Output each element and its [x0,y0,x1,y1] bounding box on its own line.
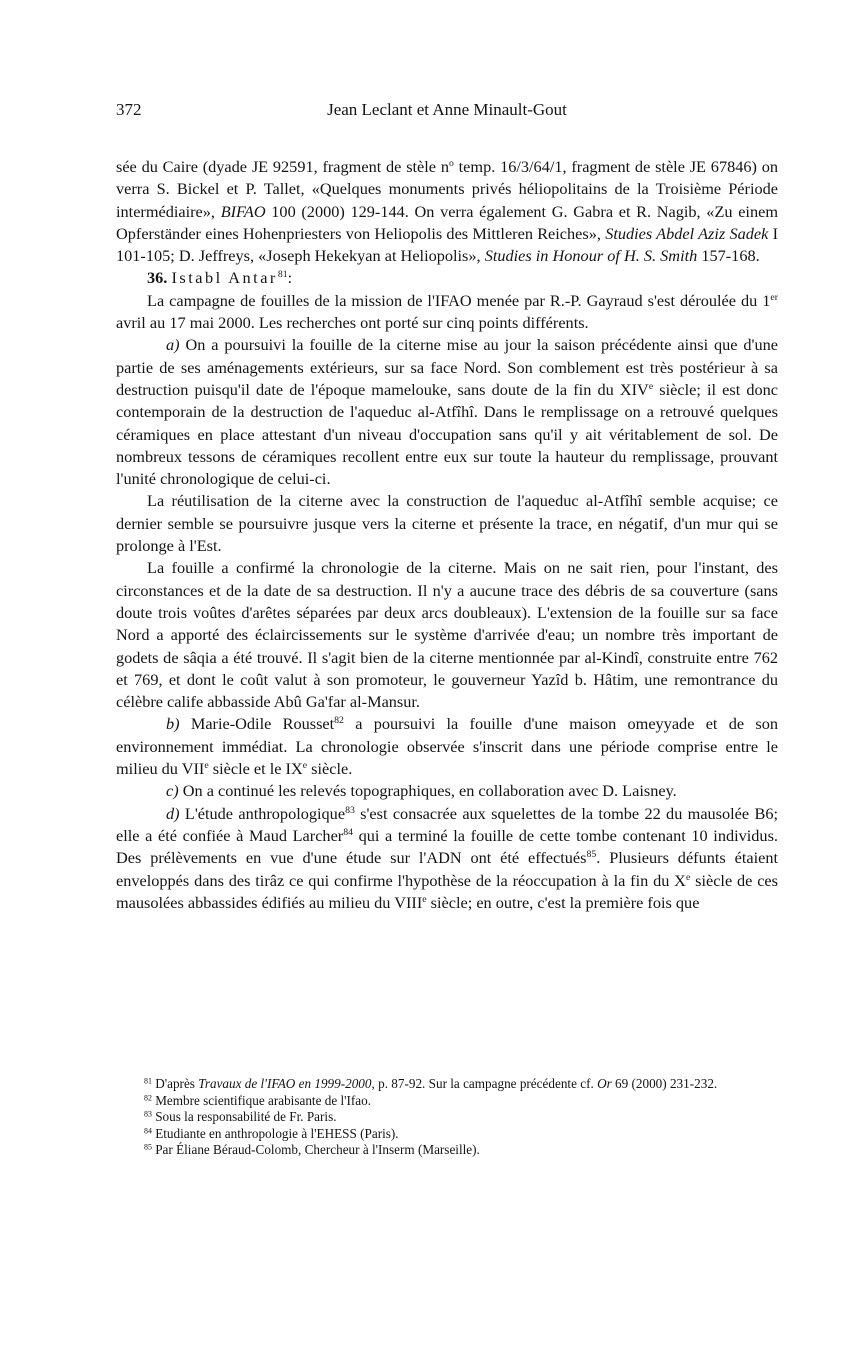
main-text [116,156,778,914]
running-header [116,100,778,130]
footnote-ref: 81 [277,269,288,281]
footnote-84: $^{84}$ Etudiante en anthropologie à l'EHESS (Paris). [144,1125,399,1141]
page [116,100,778,914]
running-title: Jean Leclant et Anne Minault-Gout [327,100,567,119]
footnote-85: $^{85}$ Par Éliane Béraud-Colomb, Chercheur à l'Inserm (Marseille). [144,1142,480,1158]
section-title: Istabl Antar [171,268,278,288]
footnote-ref: 84 [343,827,353,839]
section-number: 36. [147,268,168,288]
footnote-81: $^{81}$ D'après Travaux de l'IFAO en 1999-2000, p. 87-92. Sur la campagne précédente cf. Or 69 (2000) 231-232. [144,1076,718,1091]
paragraph-b: b) Marie-Odile Rousset$^{82}$ a poursuivi la fouille d'une maison omeyyade et de son environnement immédiat. La chronologie observée s'inscrit dans une période comprise entre le milieu du VIIe siècle et le IXe siècle. [116,714,778,779]
continuation-paragraph: sée du Caire (dyade JE 92591, fragment de stèle $n^o$ temp. 16/3/64/1, fragment de stèle JE 67846) on verra S. Bickel et P. Tallet, «Quelques monuments privés héliopolitains de la Troisième Période intermédiaire», BIFAO 100 (2000) 129-144. On verra également G. Gabra et R. Nagib, «Zu einem Opferständer eines Hohenpriesters von Heliopolis des Mittleren Reiches», Studies Abdel Aziz Sadek I 101-105; D. Jeffreys, «Joseph Hekekyan at Heliopolis», Studies in Honour of H. S. Smith 157-168. [116,157,779,266]
footnote-83: $^{83}$ Sous la responsabilité de Fr. Paris. [144,1109,337,1125]
footnote-ref: 85 [586,849,597,861]
paragraph-a: a) On a poursuivi la fouille de la citerne mise au jour la saison précédente ainsi que d'une partie de ses aménagements extérieurs, sur sa face Nord. Son comblement est très postérieur à sa destruction puisqu'il date de l'époque mamelouke, sans doute de la fin du XIVe siècle; il est donc contemporain de la destruction de l'aqueduc al-Atfîhî. Dans le remplissage on a retrouvé quelques céramiques en place attestant d'un niveau d'occupation sans qu'il y ait véritablement de sol. De nombreux tessons de céramiques recollent entre eux sur toute la hauteur du remplissage, prouvant l'unité chronologique de celui-ci. [116,335,779,489]
paragraph-c: c) On a continué les relevés topographiques, en collaboration avec D. Laisney. [166,781,677,801]
footnotes [116,1076,778,1159]
paragraph-chronology: La fouille a confirmé la chronologie de la citerne. Mais on ne sait rien, pour l'instant, des circonstances et de la date de sa destruction. Il n'y a aucune trace des débris de sa couverture (sans doute trois voûtes d'arêtes séparées par deux arcs doubleaux). L'extension de la fouille sur sa face Nord a apporté des éclaircissements sur le système d'arrivée d'eau; un nombre très important de godets de sâqia a été trouvé. Il s'agit bien de la citerne mentionnée par al-Kindî, construite entre 762 et 769, et dont le coût valut à son promoteur, le gouverneur Yazîd b. Hâtim, une remontrance du célèbre calife abbasside Abû Ga'far al-Mansur. [116,558,778,712]
paragraph-reuse: La réutilisation de la citerne avec la construction de l'aqueduc al-Atfîhî semble acquise; ce dernier semble se poursuivre jusque vers la citerne et présente la trace, en négatif, d'un mur qui se prolonge à l'Est. [116,491,778,556]
footnote-ref: 82 [334,715,344,727]
footnote-ref: 83 [345,804,355,816]
footnote-82: $^{82}$ Membre scientifique arabisante de l'Ifao. [144,1092,372,1108]
paragraph-d: d) L'étude anthropologique$^{83}$ s'est consacrée aux squelettes de la tombe 22 du mausolée B6; elle a été confiée à Maud Larcher$^{84}$ qui a terminé la fouille de cette tombe contenant 10 individus. Des prélèvements en vue d'une étude sur l'ADN ont été effectués$^{85}$. Plusieurs défunts étaient enveloppés dans des tirâz ce qui confirme l'hypothèse de la réoccupation à la fin du Xe siècle de ces mausolées abbassides édifiés au milieu du VIIIe siècle; en outre, c'est la première fois que [116,803,778,912]
paragraph-intro: La campagne de fouilles de la mission de l'IFAO menée par R.-P. Gayraud s'est déroulée du 1er avril au 17 mai 2000. Les recherches ont porté sur cinq points différents. [116,290,778,333]
page-number: 372 [116,100,142,119]
section-heading: 36. Istabl Antar$^{81}$: [147,268,293,288]
